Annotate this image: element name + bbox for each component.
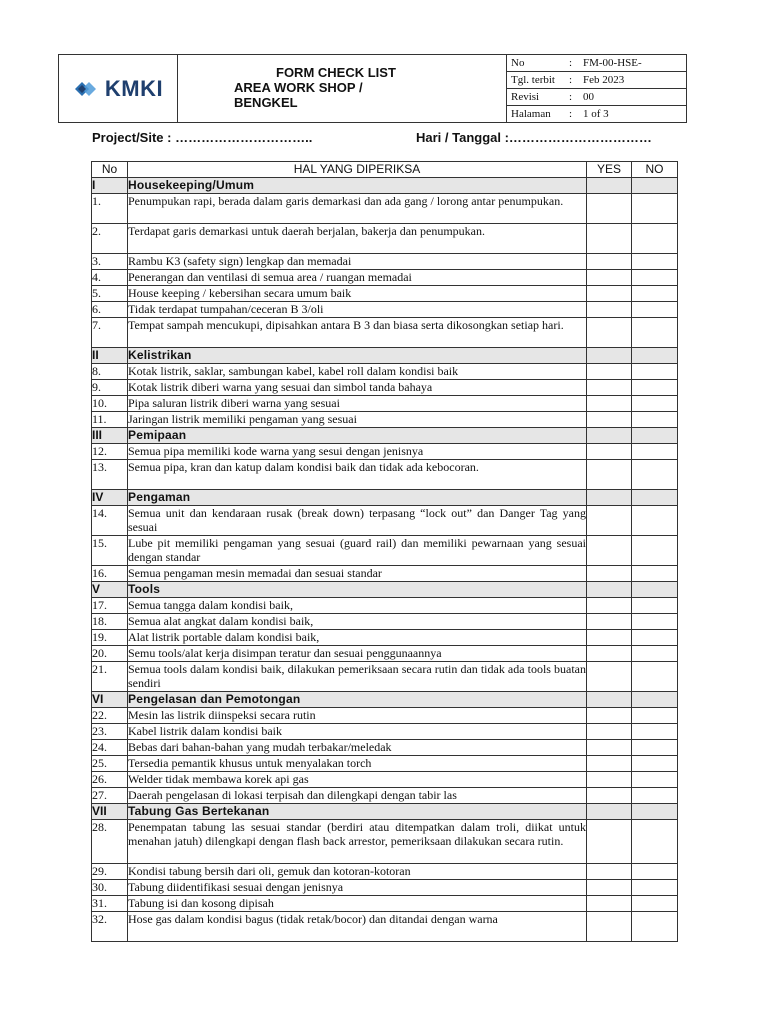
section-row	[92, 582, 678, 598]
meta-value: Feb 2023	[583, 74, 625, 86]
check-item-text: Jaringan listrik memiliki pengaman yang sesuai	[128, 412, 587, 428]
row-number: 11.	[92, 412, 128, 428]
check-item-text: Tempat sampah mencukupi, dipisahkan antara B 3 dan biasa serta dikosongkan setiap hari.	[128, 318, 587, 348]
row-number: 28.	[92, 820, 128, 864]
no-cell	[632, 178, 678, 194]
table-row	[92, 460, 678, 490]
yes-cell[interactable]	[587, 820, 632, 864]
no-cell[interactable]	[632, 896, 678, 912]
table-row	[92, 614, 678, 630]
check-item-text: Kabel listrik dalam kondisi baik	[128, 724, 587, 740]
row-number: 1.	[92, 194, 128, 224]
no-cell[interactable]	[632, 864, 678, 880]
meta-label: Halaman	[511, 108, 551, 120]
row-number: 20.	[92, 646, 128, 662]
no-cell[interactable]	[632, 630, 678, 646]
header-yes: YES	[587, 162, 632, 178]
yes-cell[interactable]	[587, 270, 632, 286]
yes-cell	[587, 348, 632, 364]
no-cell	[632, 804, 678, 820]
table-row	[92, 412, 678, 428]
no-cell[interactable]	[632, 224, 678, 254]
no-cell	[632, 582, 678, 598]
table-row	[92, 302, 678, 318]
no-cell[interactable]	[632, 194, 678, 224]
yes-cell[interactable]	[587, 864, 632, 880]
row-number: 32.	[92, 912, 128, 942]
yes-cell[interactable]	[587, 598, 632, 614]
yes-cell	[587, 490, 632, 506]
no-cell[interactable]	[632, 880, 678, 896]
check-item-text: Terdapat garis demarkasi untuk daerah berjalan, bakerja dan penumpukan.	[128, 224, 587, 254]
no-cell	[632, 692, 678, 708]
yes-cell[interactable]	[587, 444, 632, 460]
section-row	[92, 692, 678, 708]
yes-cell	[587, 582, 632, 598]
form-title	[178, 55, 507, 122]
table-row	[92, 566, 678, 582]
no-cell[interactable]	[632, 364, 678, 380]
table-row	[92, 912, 678, 942]
table-row	[92, 708, 678, 724]
section-row	[92, 428, 678, 444]
table-row	[92, 506, 678, 536]
yes-cell[interactable]	[587, 724, 632, 740]
table-row	[92, 740, 678, 756]
table-row	[92, 380, 678, 396]
check-item-text: Penumpukan rapi, berada dalam garis demarkasi dan ada gang / lorong antar penumpukan.	[128, 194, 587, 224]
yes-cell[interactable]	[587, 380, 632, 396]
table-row	[92, 756, 678, 772]
yes-cell[interactable]	[587, 318, 632, 348]
table-row	[92, 364, 678, 380]
no-cell[interactable]	[632, 614, 678, 630]
meta-colon: :	[569, 74, 573, 86]
table-row	[92, 772, 678, 788]
yes-cell	[587, 804, 632, 820]
no-cell	[632, 428, 678, 444]
row-number: 21.	[92, 662, 128, 692]
row-number: 6.	[92, 302, 128, 318]
row-number: 22.	[92, 708, 128, 724]
check-item-text: Kotak listrik diberi warna yang sesuai dan simbol tanda bahaya	[128, 380, 587, 396]
no-cell[interactable]	[632, 820, 678, 864]
check-item-text: Tersedia pemantik khusus untuk menyalakan torch	[128, 756, 587, 772]
no-cell	[632, 348, 678, 364]
logo-text: KMKI	[104, 75, 164, 101]
yes-cell[interactable]	[587, 896, 632, 912]
no-cell[interactable]	[632, 566, 678, 582]
no-cell[interactable]	[632, 646, 678, 662]
table-row	[92, 598, 678, 614]
logo-cell	[59, 55, 178, 122]
row-number: 26.	[92, 772, 128, 788]
meta-colon: :	[569, 108, 573, 120]
yes-cell[interactable]	[587, 772, 632, 788]
table-row	[92, 896, 678, 912]
check-item-text: Semua tangga dalam kondisi baik,	[128, 598, 587, 614]
title-line-3: BENGKEL	[234, 95, 298, 110]
check-item-text: Bebas dari bahan-bahan yang mudah terbakar/meledak	[128, 740, 587, 756]
table-row	[92, 444, 678, 460]
table-header-row	[92, 162, 678, 178]
yes-cell[interactable]	[587, 302, 632, 318]
yes-cell[interactable]	[587, 646, 632, 662]
title-line-1: FORM CHECK LIST	[276, 65, 396, 80]
row-number: 27.	[92, 788, 128, 804]
no-cell[interactable]	[632, 318, 678, 348]
meta-label: Revisi	[511, 91, 540, 103]
yes-cell[interactable]	[587, 254, 632, 270]
meta-colon: :	[569, 91, 573, 103]
row-number: I	[92, 178, 128, 194]
project-site-field: Project/Site : …………………………..	[92, 130, 313, 145]
check-item-text: Semua tools dalam kondisi baik, dilakukan pemeriksaan secara rutin dan tidak ada tools buatan sendiri	[128, 662, 586, 690]
table-row	[92, 864, 678, 880]
table-row	[92, 646, 678, 662]
yes-cell[interactable]	[587, 630, 632, 646]
no-cell[interactable]	[632, 460, 678, 490]
meta-value: FM-00-HSE-	[583, 57, 642, 69]
yes-cell[interactable]	[587, 286, 632, 302]
kmki-logo-icon	[73, 78, 101, 100]
meta-label: Tgl. terbit	[511, 74, 555, 86]
row-number: V	[92, 582, 128, 598]
yes-cell	[587, 178, 632, 194]
header-no-answer: NO	[632, 162, 678, 178]
check-item-text: Daerah pengelasan di lokasi terpisah dan dilengkapi dengan tabir las	[128, 788, 587, 804]
check-item-text: Penempatan tabung las sesuai standar (berdiri atau ditempatkan dalam troli, diikat untuk menahan jatuh) dilengkapi dengan flash back arrestor, pemeriksaan dilakukan secara rutin.	[128, 820, 587, 864]
section-row	[92, 490, 678, 506]
no-cell[interactable]	[632, 662, 678, 692]
yes-cell[interactable]	[587, 614, 632, 630]
yes-cell[interactable]	[587, 396, 632, 412]
check-item-text: Lube pit memiliki pengaman yang sesuai (guard rail) dan memiliki pewarnaan yang sesuai dengan standar	[128, 536, 586, 564]
section-title: Pengaman	[128, 490, 587, 506]
section-title: Housekeeping/Umum	[128, 178, 587, 194]
no-cell[interactable]	[632, 788, 678, 804]
check-item-text: Semu tools/alat kerja disimpan teratur dan sesuai penggunaannya	[128, 646, 587, 662]
row-number: 17.	[92, 598, 128, 614]
no-cell	[632, 490, 678, 506]
row-number: 12.	[92, 444, 128, 460]
section-row	[92, 178, 678, 194]
no-cell[interactable]	[632, 912, 678, 942]
check-item-text: Kondisi tabung bersih dari oli, gemuk dan kotoran-kotoran	[128, 864, 587, 880]
yes-cell[interactable]	[587, 912, 632, 942]
table-row	[92, 254, 678, 270]
check-item-text: Welder tidak membawa korek api gas	[128, 772, 587, 788]
section-row	[92, 804, 678, 820]
row-number: III	[92, 428, 128, 444]
check-item-text: Semua unit dan kendaraan rusak (break down) terpasang “lock out” dan Danger Tag yang sesuai	[128, 506, 586, 534]
row-number: 23.	[92, 724, 128, 740]
row-number: 25.	[92, 756, 128, 772]
row-number: 9.	[92, 380, 128, 396]
no-cell[interactable]	[632, 506, 678, 536]
no-cell[interactable]	[632, 270, 678, 286]
section-title: Tools	[128, 582, 587, 598]
table-row	[92, 630, 678, 646]
check-item-text: Pipa saluran listrik diberi warna yang sesuai	[128, 396, 587, 412]
no-cell[interactable]	[632, 380, 678, 396]
no-cell[interactable]	[632, 254, 678, 270]
check-item-text: Tabung diidentifikasi sesuai dengan jenisnya	[128, 880, 587, 896]
row-number: 31.	[92, 896, 128, 912]
yes-cell[interactable]	[587, 788, 632, 804]
yes-cell[interactable]	[587, 566, 632, 582]
row-number: 18.	[92, 614, 128, 630]
meta-colon: :	[569, 57, 573, 69]
no-cell[interactable]	[632, 536, 678, 566]
yes-cell[interactable]	[587, 224, 632, 254]
yes-cell[interactable]	[587, 460, 632, 490]
table-row	[92, 724, 678, 740]
yes-cell[interactable]	[587, 412, 632, 428]
section-title: Kelistrikan	[128, 348, 587, 364]
no-cell[interactable]	[632, 724, 678, 740]
no-cell[interactable]	[632, 302, 678, 318]
header-item: HAL YANG DIPERIKSA	[128, 162, 587, 178]
date-field: Hari / Tanggal :……………………………	[416, 130, 652, 145]
title-line-2: AREA WORK SHOP /	[234, 80, 363, 95]
meta-label: No	[511, 57, 525, 69]
check-item-text: Rambu K3 (safety sign) lengkap dan memadai	[128, 254, 587, 270]
row-number: 8.	[92, 364, 128, 380]
table-row	[92, 788, 678, 804]
row-number: 14.	[92, 506, 128, 536]
check-item-text: Semua pipa, kran dan katup dalam kondisi baik dan tidak ada kebocoran.	[128, 460, 587, 490]
row-number: 13.	[92, 460, 128, 490]
yes-cell[interactable]	[587, 364, 632, 380]
yes-cell	[587, 428, 632, 444]
no-cell[interactable]	[632, 396, 678, 412]
row-number: 19.	[92, 630, 128, 646]
yes-cell[interactable]	[587, 740, 632, 756]
no-cell[interactable]	[632, 598, 678, 614]
table-row	[92, 194, 678, 224]
company-logo	[73, 76, 163, 102]
row-number: VII	[92, 804, 128, 820]
row-number: 4.	[92, 270, 128, 286]
yes-cell[interactable]	[587, 536, 632, 566]
no-cell[interactable]	[632, 444, 678, 460]
meta-value: 00	[583, 91, 594, 103]
row-number: II	[92, 348, 128, 364]
table-row	[92, 820, 678, 864]
row-number: 7.	[92, 318, 128, 348]
row-number: 30.	[92, 880, 128, 896]
table-row	[92, 536, 678, 566]
meta-value: 1 of 3	[583, 108, 609, 120]
section-title: Pengelasan dan Pemotongan	[128, 692, 587, 708]
checklist-table	[91, 161, 678, 942]
table-row	[92, 286, 678, 302]
check-item-text: Penerangan dan ventilasi di semua area / ruangan memadai	[128, 270, 587, 286]
row-number: 10.	[92, 396, 128, 412]
row-number: 29.	[92, 864, 128, 880]
check-item-text: Semua pengaman mesin memadai dan sesuai standar	[128, 566, 587, 582]
section-title: Tabung Gas Bertekanan	[128, 804, 587, 820]
yes-cell[interactable]	[587, 708, 632, 724]
table-row	[92, 880, 678, 896]
section-title: Pemipaan	[128, 428, 587, 444]
no-cell[interactable]	[632, 286, 678, 302]
table-row	[92, 396, 678, 412]
yes-cell[interactable]	[587, 880, 632, 896]
yes-cell[interactable]	[587, 756, 632, 772]
row-number: 24.	[92, 740, 128, 756]
table-row	[92, 224, 678, 254]
yes-cell[interactable]	[587, 506, 632, 536]
yes-cell[interactable]	[587, 662, 632, 692]
check-item-text: Tidak terdapat tumpahan/ceceran B 3/oli	[128, 302, 587, 318]
table-row	[92, 318, 678, 348]
check-item-text: Mesin las listrik diinspeksi secara rutin	[128, 708, 587, 724]
check-item-text: Semua alat angkat dalam kondisi baik,	[128, 614, 587, 630]
section-row	[92, 348, 678, 364]
row-number: 3.	[92, 254, 128, 270]
no-cell[interactable]	[632, 756, 678, 772]
table-row	[92, 662, 678, 692]
yes-cell	[587, 692, 632, 708]
check-item-text: Semua pipa memiliki kode warna yang sesui dengan jenisnya	[128, 444, 587, 460]
header-no: No	[92, 162, 128, 178]
yes-cell[interactable]	[587, 194, 632, 224]
no-cell[interactable]	[632, 772, 678, 788]
row-number: 15.	[92, 536, 128, 566]
check-item-text: House keeping / kebersihan secara umum baik	[128, 286, 587, 302]
form-header	[58, 54, 687, 123]
row-number: 2.	[92, 224, 128, 254]
row-number: IV	[92, 490, 128, 506]
table-row	[92, 270, 678, 286]
row-number: 5.	[92, 286, 128, 302]
no-cell[interactable]	[632, 708, 678, 724]
row-number: VI	[92, 692, 128, 708]
check-item-text: Alat listrik portable dalam kondisi baik,	[128, 630, 587, 646]
check-item-text: Kotak listrik, saklar, sambungan kabel, kabel roll dalam kondisi baik	[128, 364, 587, 380]
no-cell[interactable]	[632, 412, 678, 428]
check-item-text: Tabung isi dan kosong dipisah	[128, 896, 587, 912]
check-item-text: Hose gas dalam kondisi bagus (tidak retak/bocor) dan ditandai dengan warna	[128, 912, 587, 942]
row-number: 16.	[92, 566, 128, 582]
no-cell[interactable]	[632, 740, 678, 756]
